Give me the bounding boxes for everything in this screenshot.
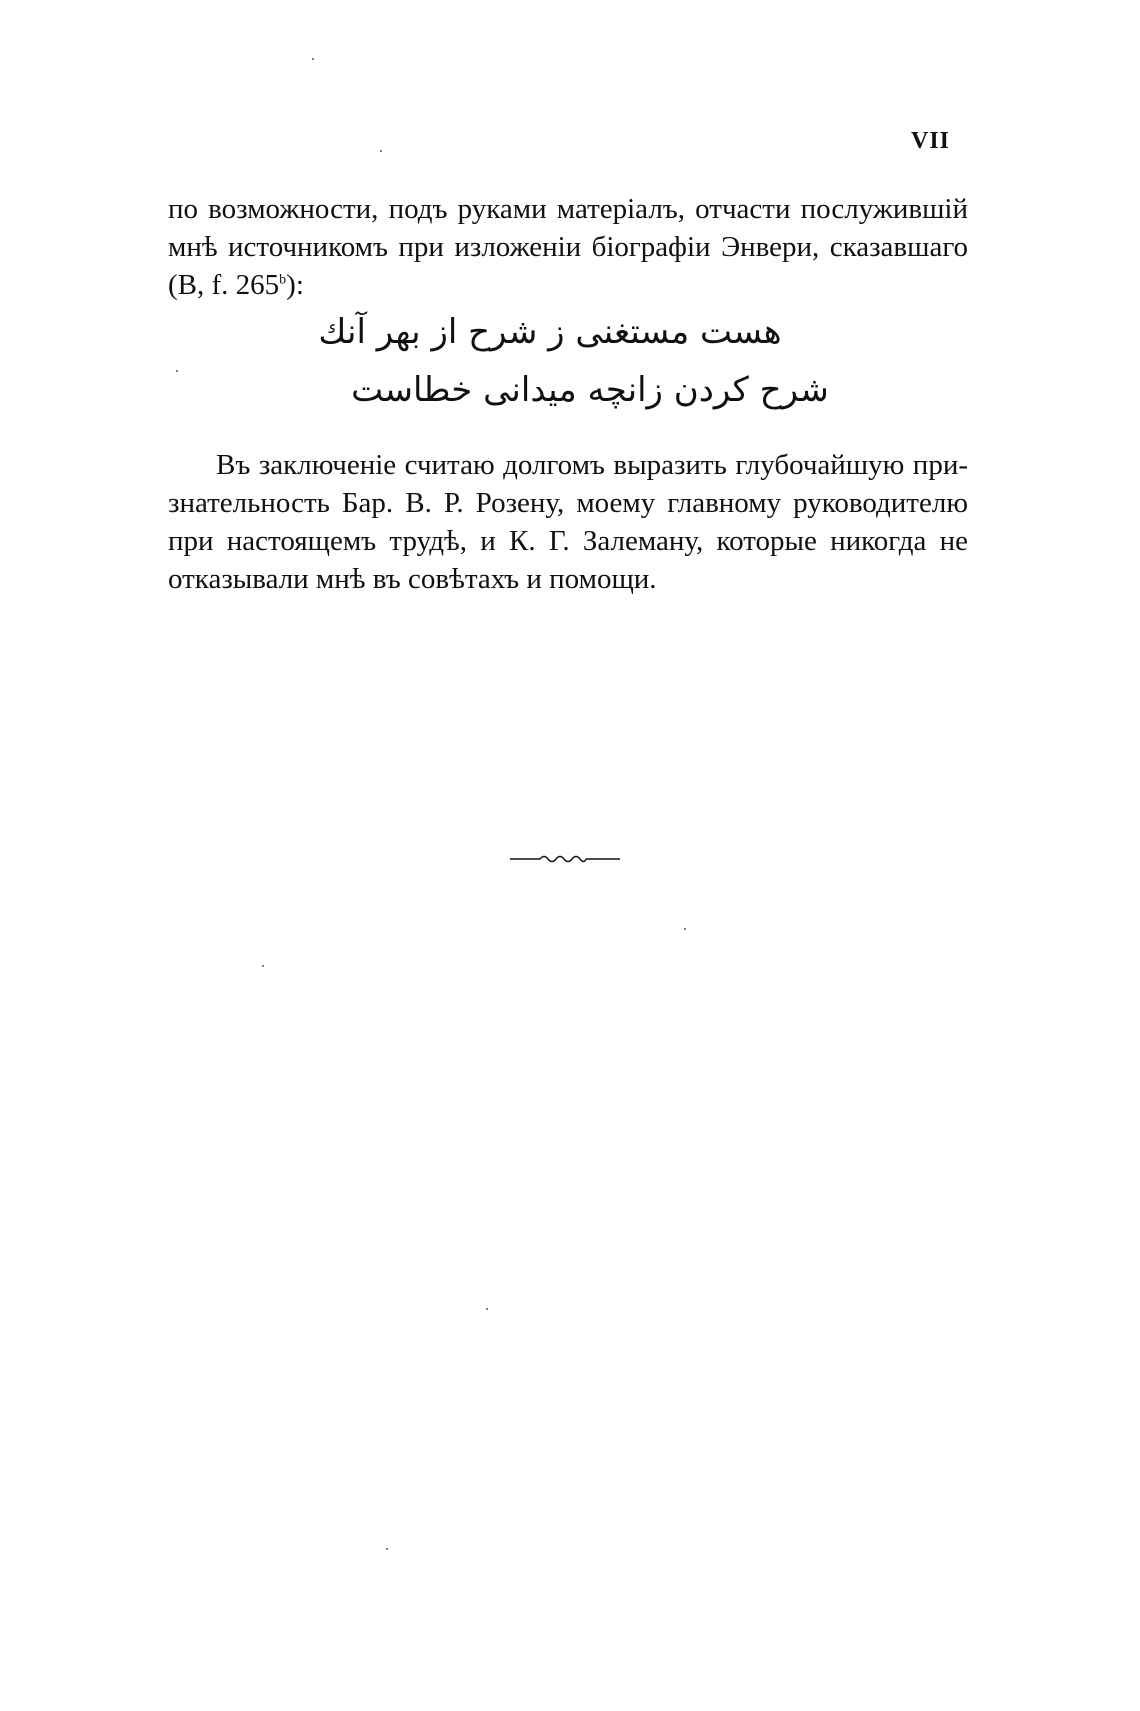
- paper-speck: [176, 370, 178, 372]
- paper-speck: [380, 150, 382, 152]
- page-number: VII: [910, 128, 950, 154]
- paragraph-1-line-1: по возможности, подъ руками матеріалъ, отчасти послужившій: [168, 193, 968, 225]
- paper-speck: [312, 58, 314, 60]
- paragraph-1-line-3: [168, 266, 968, 304]
- citation-superscript: b: [279, 272, 287, 288]
- paper-speck: [386, 1548, 388, 1550]
- paragraph-2-line-2: знательность Бар. В. Р. Розену, моему главному руководителю: [168, 487, 968, 519]
- persian-verse-line-2: شرح كردن زانچه ميدانى خطاست: [351, 370, 829, 410]
- paragraph-2-line-1: Въ заключеніе считаю долгомъ выразить глубочайшую при-: [216, 449, 968, 481]
- paper-speck: [262, 965, 264, 967]
- paragraph-1-line-2: мнѣ источникомъ при изложеніи біографіи Энвери, сказавшаго: [168, 231, 968, 263]
- citation-end: ):: [286, 269, 304, 301]
- paragraph-1: [168, 190, 968, 304]
- paragraph-2-line-4: отказывали мнѣ въ совѣтахъ и помощи.: [168, 563, 657, 595]
- citation-text: (B, f. 265: [168, 269, 280, 301]
- end-ornament: [510, 852, 620, 866]
- paragraph-2: [168, 446, 968, 598]
- paragraph-2-line-3: при настоящемъ трудѣ, и К. Г. Залеману, которые никогда не: [168, 525, 968, 557]
- persian-verse-line-1: هست مستغنى ز شرح از بهر آنك: [318, 312, 782, 352]
- paper-speck: [684, 928, 686, 930]
- paper-speck: [486, 1308, 488, 1310]
